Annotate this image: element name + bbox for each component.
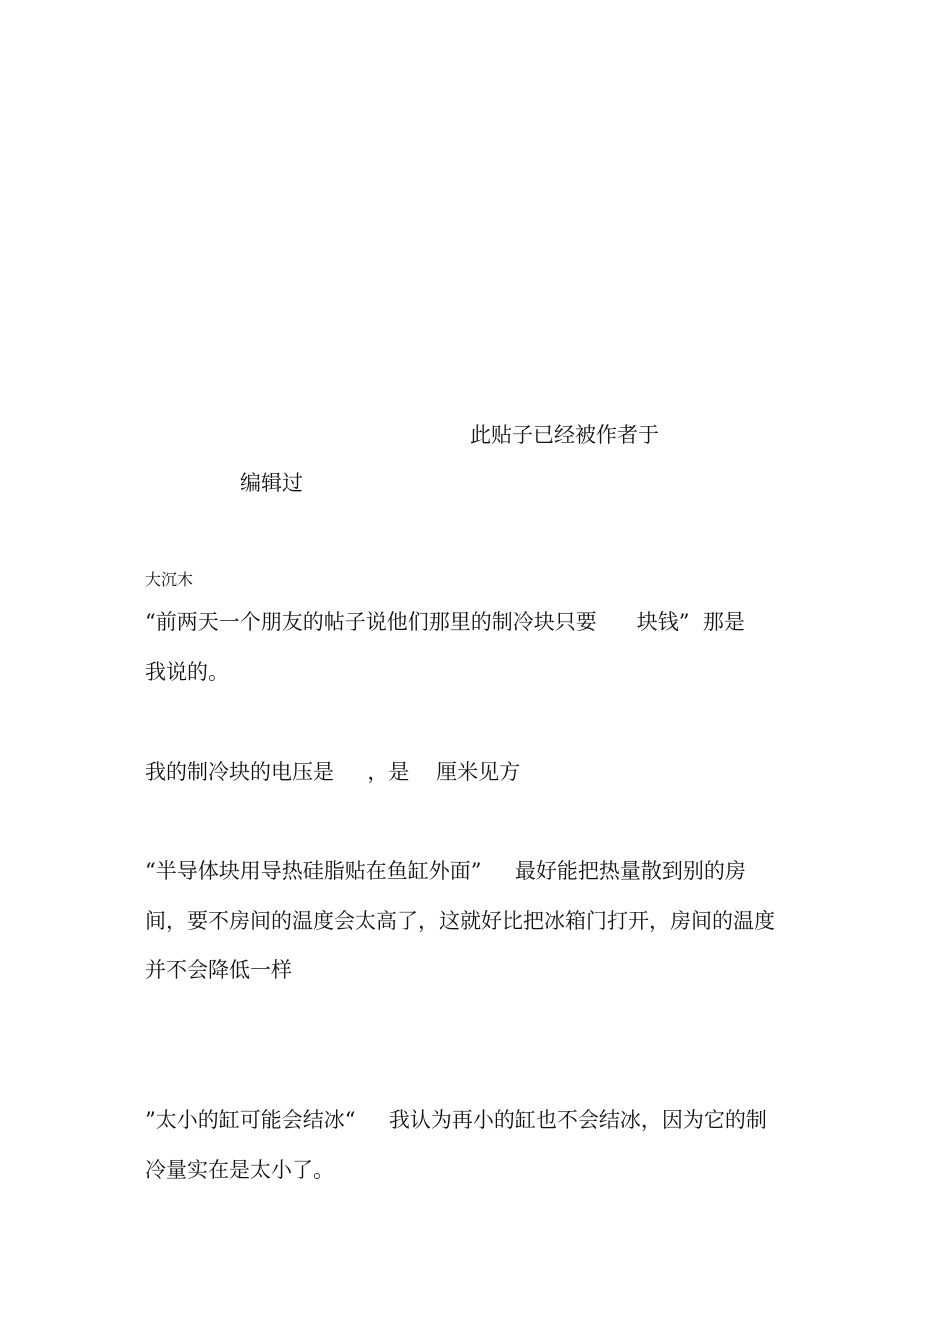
paragraph-4-line-2: 冷量实在是太小了。: [145, 1158, 334, 1182]
paragraph-1-line-2: 我说的。: [145, 660, 229, 684]
edit-notice-line-1: 此贴子已经被作者于: [470, 423, 659, 447]
paragraph-3-line-1: “半导体块用导热硅脂贴在鱼缸外面” 最好能把热量散到别的房: [145, 859, 746, 883]
paragraph-3-line-2: 间，要不房间的温度会太高了，这就好比把冰箱门打开，房间的温度: [145, 909, 775, 933]
edit-notice-line-2: 编辑过: [240, 471, 303, 495]
paragraph-1-line-1: “前两天一个朋友的帖子说他们那里的制冷块只要 块钱” 那是: [145, 610, 745, 634]
paragraph-4-line-1: ”太小的缸可能会结冰“ 我认为再小的缸也不会结冰，因为它的制: [145, 1108, 767, 1132]
author-name: 大沉木: [145, 570, 194, 589]
paragraph-2-line-1: 我的制冷块的电压是 ，是 厘米见方: [145, 760, 521, 784]
paragraph-3-line-3: 并不会降低一样: [145, 958, 292, 982]
